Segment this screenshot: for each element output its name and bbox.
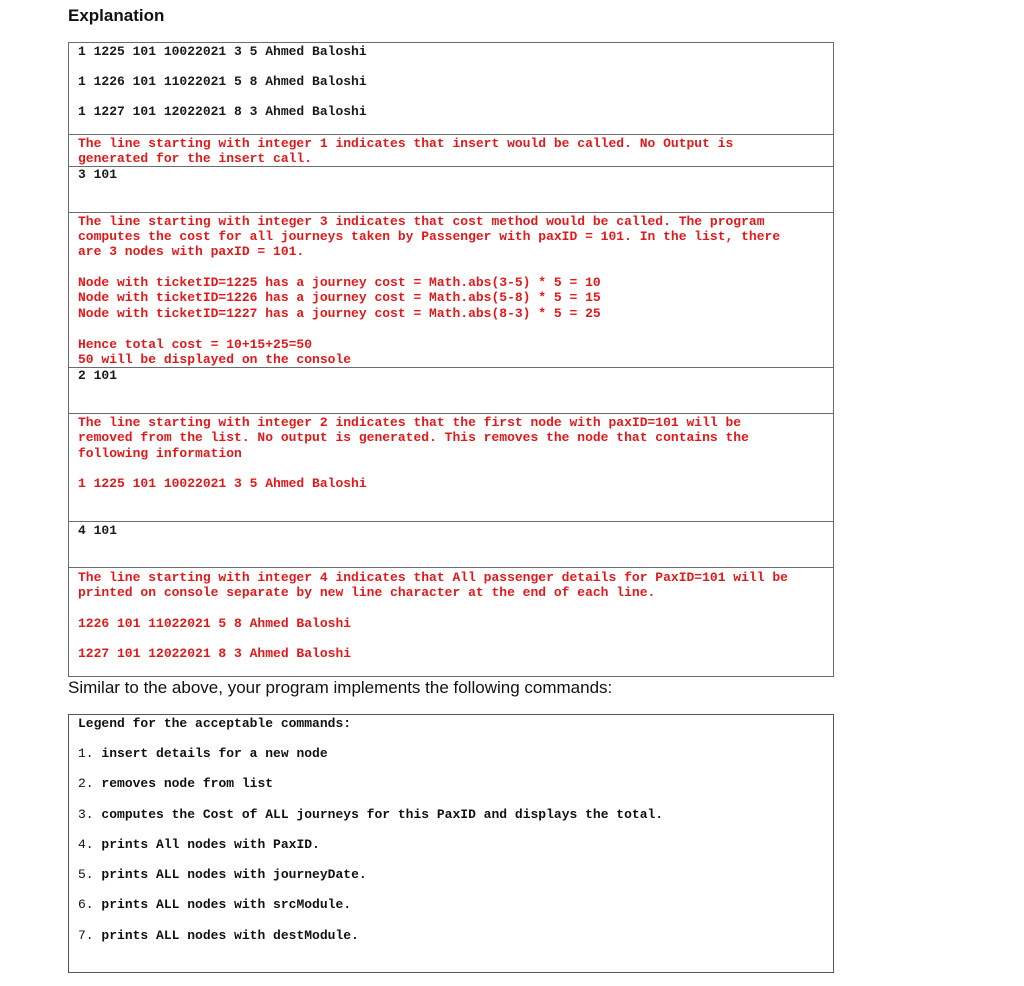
legend-item-text: computes the Cost of ALL journeys for this PaxID and displays the total. [101, 807, 664, 822]
legend-item-text: removes node from list [101, 776, 274, 791]
cost-calc-line: Node with ticketID=1227 has a journey cost = Math.abs(8-3) * 5 = 25 [78, 306, 601, 321]
intro-text: Similar to the above, your program implements the following commands: [68, 678, 613, 697]
cost-calc-line: Node with ticketID=1226 has a journey cost = Math.abs(5-8) * 5 = 15 [78, 290, 601, 305]
legend-item-text: prints ALL nodes with journeyDate. [101, 867, 367, 882]
page-title: Explanation [68, 6, 165, 25]
cost-note-line: computes the cost for all journeys taken by Passenger with paxID = 101. In the list, there [78, 229, 781, 244]
legend-item-number: 3. [78, 807, 94, 822]
cost-calc-line: Node with ticketID=1225 has a journey cost = Math.abs(3-5) * 5 = 10 [78, 275, 601, 290]
remove-note-line: removed from the list. No output is generated. This removes the node that contains the [78, 430, 749, 445]
printed-node-line: 1227 101 12022021 8 3 Ahmed Baloshi [78, 646, 352, 661]
legend-item-number: 6. [78, 897, 94, 912]
legend-item-text: prints All nodes with PaxID. [101, 837, 320, 852]
legend-item [78, 928, 359, 943]
legend-item [78, 897, 351, 912]
total-line: Hence total cost = 10+15+25=50 [78, 337, 313, 352]
legend-item [78, 776, 273, 791]
legend-item-text: prints ALL nodes with srcModule. [101, 897, 352, 912]
cost-note-line: The line starting with integer 3 indicates that cost method would be called. The program [78, 214, 765, 229]
printed-node-line: 1226 101 11022021 5 8 Ahmed Baloshi [78, 616, 352, 631]
remove-command-box [68, 367, 834, 414]
legend-item-number: 5. [78, 867, 94, 882]
legend-item [78, 807, 663, 822]
print-note-line: The line starting with integer 4 indicates that All passenger details for PaxID=101 will be [78, 570, 788, 585]
print-note-line: printed on console separate by new line character at the end of each line. [78, 585, 656, 600]
remove-note-line: The line starting with integer 2 indicates that the first node with paxID=101 will be [78, 415, 742, 430]
legend-item-number: 2. [78, 776, 94, 791]
cost-note-line: are 3 nodes with paxID = 101. [78, 244, 305, 259]
input-line: 1 1225 101 10022021 3 5 Ahmed Baloshi [78, 44, 367, 59]
legend-item-text: prints ALL nodes with destModule. [101, 928, 359, 943]
input-line: 1 1227 101 12022021 8 3 Ahmed Baloshi [78, 104, 367, 119]
cost-command-box [68, 166, 834, 213]
legend-title: Legend for the acceptable commands: [78, 716, 352, 731]
remove-command: 2 101 [78, 368, 118, 383]
input-line: 1 1226 101 11022021 5 8 Ahmed Baloshi [78, 74, 367, 89]
cost-command: 3 101 [78, 167, 118, 182]
legend-item-number: 1. [78, 746, 94, 761]
removed-node-line: 1 1225 101 10022021 3 5 Ahmed Baloshi [78, 476, 367, 491]
legend-item-number: 7. [78, 928, 94, 943]
total-line: 50 will be displayed on the console [78, 352, 352, 367]
insert-note-line: generated for the insert call. [78, 151, 313, 166]
legend-item [78, 837, 320, 852]
legend-item-number: 4. [78, 837, 94, 852]
legend-item [78, 867, 367, 882]
print-command: 4 101 [78, 523, 118, 538]
legend-item [78, 746, 328, 761]
insert-note-line: The line starting with integer 1 indicates that insert would be called. No Output is [78, 136, 734, 151]
legend-item-text: insert details for a new node [101, 746, 328, 761]
print-command-box [68, 521, 834, 568]
remove-note-line: following information [78, 446, 242, 461]
